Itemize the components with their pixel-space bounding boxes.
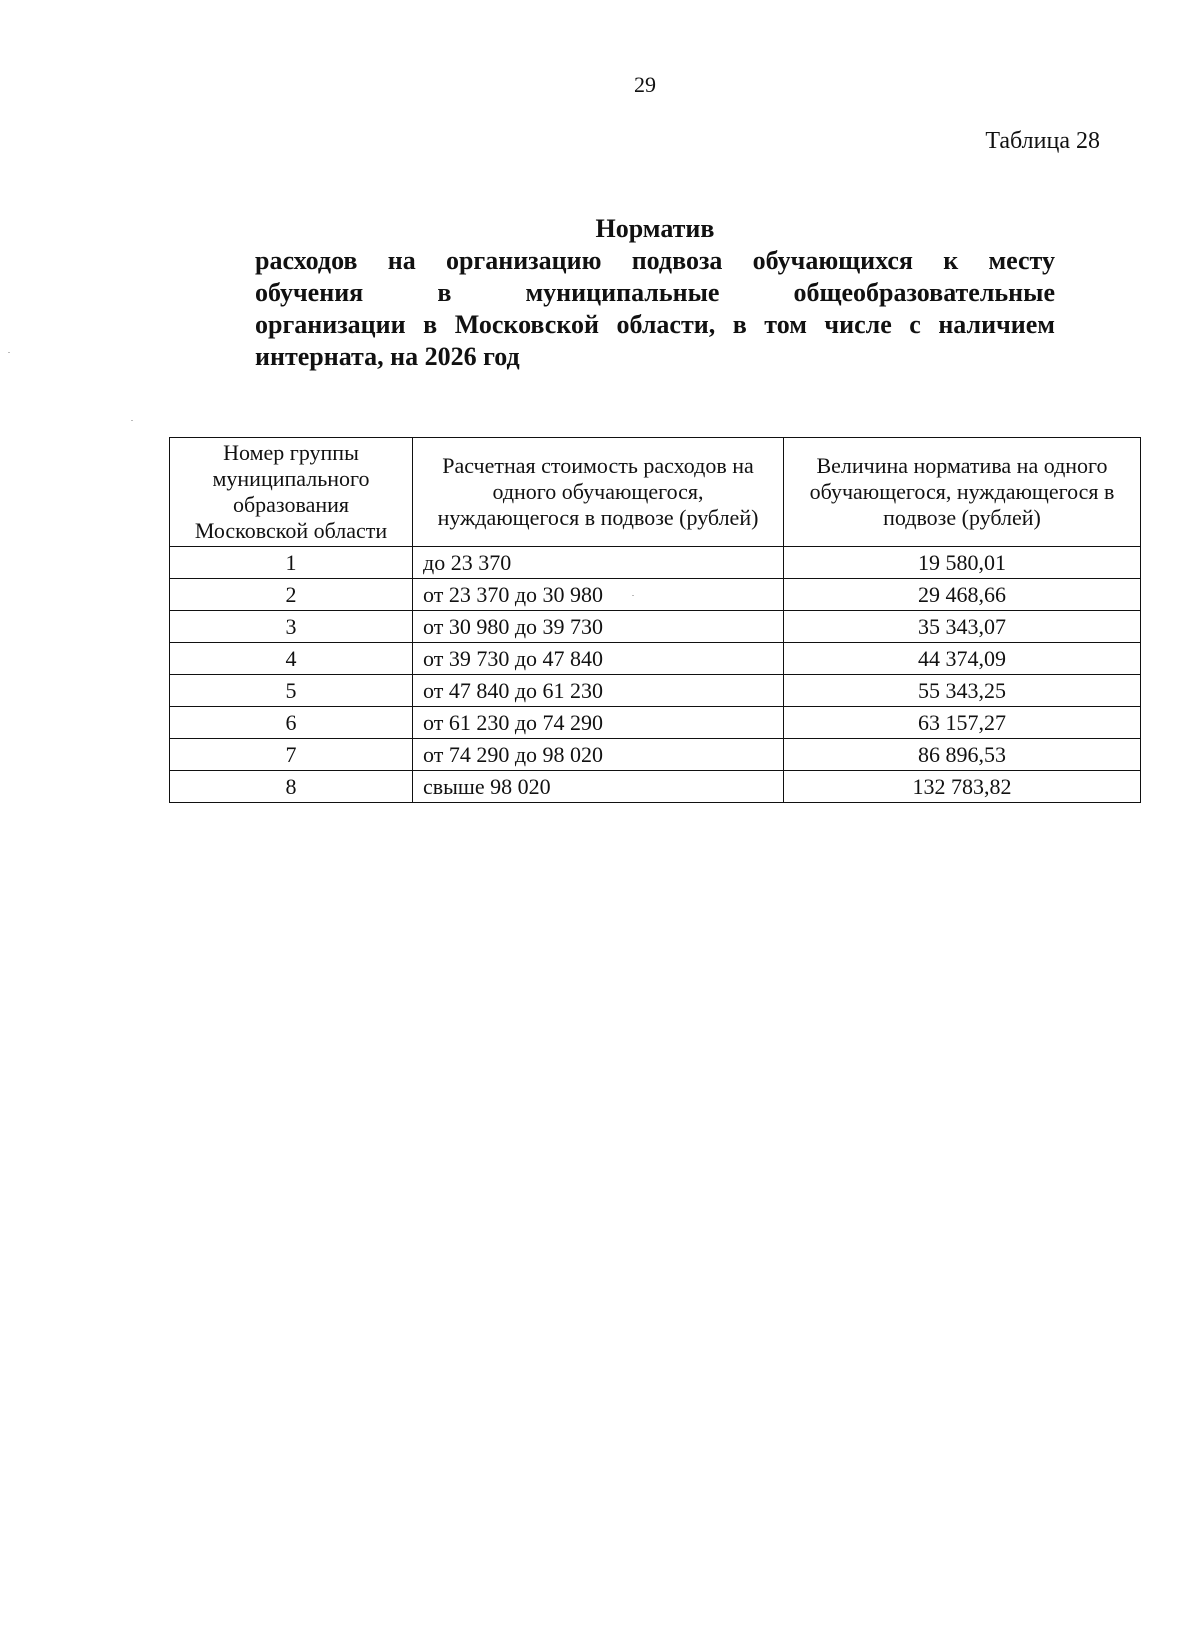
- norm-table: [169, 437, 1141, 803]
- table-row: [170, 611, 1141, 643]
- cell-value: 132 783,82: [784, 771, 1141, 803]
- cell-value: 35 343,07: [784, 611, 1141, 643]
- cell-range: от 61 230 до 74 290: [413, 707, 784, 739]
- title-block: [255, 213, 1055, 373]
- table-row: [170, 675, 1141, 707]
- cell-value: 63 157,27: [784, 707, 1141, 739]
- cell-range: свыше 98 020: [413, 771, 784, 803]
- scan-speck: [131, 420, 133, 421]
- cell-group: 1: [170, 547, 413, 579]
- cell-group: 2: [170, 579, 413, 611]
- table-row: [170, 547, 1141, 579]
- scan-speck: [632, 595, 634, 596]
- cell-range: от 23 370 до 30 980: [413, 579, 784, 611]
- header-group-number: Номер группы муниципального образования Московской области: [170, 438, 413, 547]
- cell-value: 44 374,09: [784, 643, 1141, 675]
- cell-group: 6: [170, 707, 413, 739]
- cell-value: 86 896,53: [784, 739, 1141, 771]
- table-row: [170, 771, 1141, 803]
- table-row: [170, 579, 1141, 611]
- cell-range: от 30 980 до 39 730: [413, 611, 784, 643]
- cell-group: 7: [170, 739, 413, 771]
- header-cost-range: Расчетная стоимость расходов на одного обучающегося, нуждающегося в подвозе (рублей): [413, 438, 784, 547]
- cell-range: от 47 840 до 61 230: [413, 675, 784, 707]
- title-line: обучения в муниципальные общеобразовательные: [255, 278, 1055, 307]
- table-body: [170, 547, 1141, 803]
- title-subtitle: [255, 245, 1055, 373]
- page-number: 29: [634, 72, 656, 97]
- table-label: Таблица 28: [985, 128, 1100, 154]
- header-row: [170, 438, 1141, 547]
- cell-group: 3: [170, 611, 413, 643]
- cell-group: 4: [170, 643, 413, 675]
- cell-group: 5: [170, 675, 413, 707]
- title-line: интерната, на 2026 год: [255, 342, 520, 371]
- cell-range: до 23 370: [413, 547, 784, 579]
- title-line: расходов на организацию подвоза обучающихся к месту: [255, 246, 1055, 275]
- cell-range: от 39 730 до 47 840: [413, 643, 784, 675]
- table-row: [170, 707, 1141, 739]
- header-norm-value: Величина норматива на одного обучающегося, нуждающегося в подвозе (рублей): [784, 438, 1141, 547]
- cell-value: 29 468,66: [784, 579, 1141, 611]
- cell-range: от 74 290 до 98 020: [413, 739, 784, 771]
- cell-value: 55 343,25: [784, 675, 1141, 707]
- title-main: Норматив: [595, 214, 715, 243]
- cell-value: 19 580,01: [784, 547, 1141, 579]
- scan-speck: [8, 352, 10, 353]
- table-header: [170, 438, 1141, 547]
- table-row: [170, 643, 1141, 675]
- cell-group: 8: [170, 771, 413, 803]
- title-line: организации в Московской области, в том числе с наличием: [255, 310, 1055, 339]
- table-row: [170, 739, 1141, 771]
